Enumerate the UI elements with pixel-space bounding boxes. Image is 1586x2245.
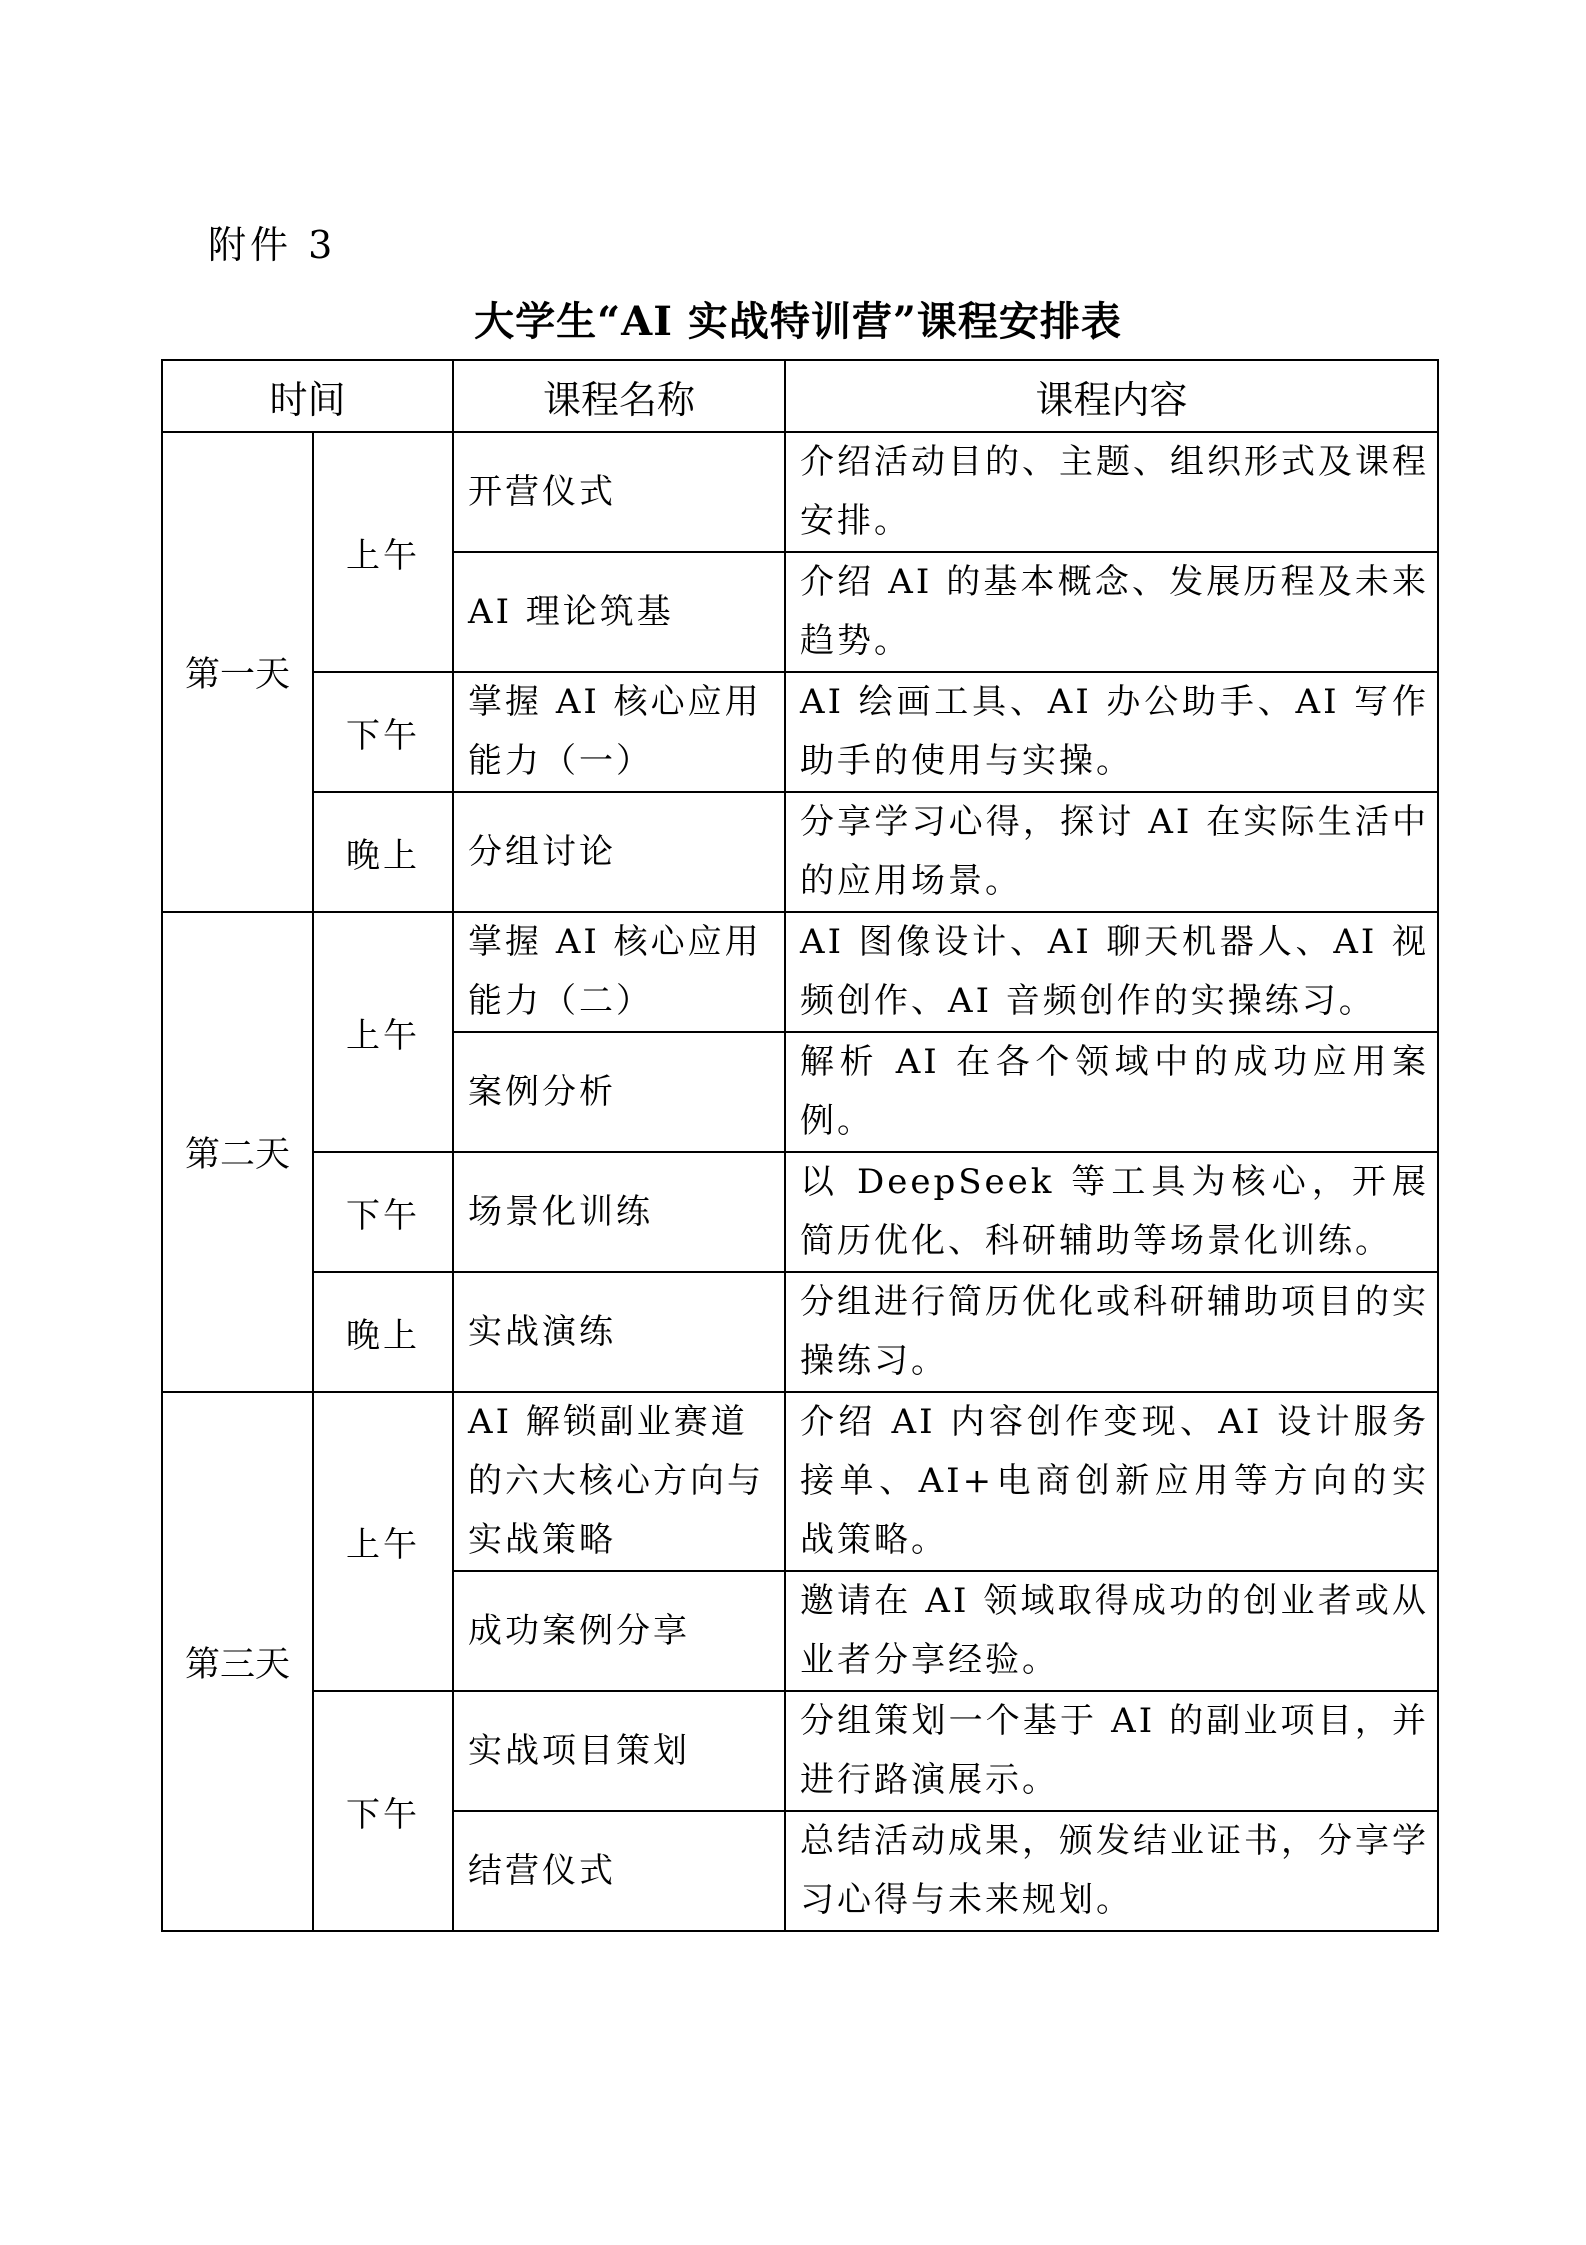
course-content-cell [785, 672, 1438, 792]
course-content-cell [785, 1152, 1438, 1272]
table-row [162, 792, 1438, 912]
course-name-cell [453, 1032, 785, 1152]
course-name: 开营仪式 [468, 471, 617, 512]
course-content-cell [785, 1272, 1438, 1392]
course-name-cell [453, 912, 785, 1032]
table-row [162, 912, 1438, 1032]
course-name: 实战项目策划 [468, 1730, 691, 1771]
period-label: 下午 [313, 1691, 453, 1931]
course-name: 掌握 AI 核心应用能力（二） [468, 922, 762, 1021]
course-content-cell [785, 792, 1438, 912]
course-content: 介绍 AI 的基本概念、发展历程及未来趋势。 [800, 562, 1430, 661]
course-content: 分组进行简历优化或科研辅助项目的实操练习。 [800, 1282, 1430, 1381]
course-name-cell [453, 552, 785, 672]
course-content: 分组策划一个基于 AI 的副业项目，并进行路演展示。 [800, 1701, 1430, 1800]
course-name-cell [453, 1152, 785, 1272]
header-row [162, 360, 1438, 432]
course-name: 场景化训练 [468, 1191, 654, 1232]
course-content: AI 绘画工具、AI 办公助手、AI 写作助手的使用与实操。 [800, 682, 1430, 781]
table-row [162, 1152, 1438, 1272]
course-content: AI 图像设计、AI 聊天机器人、AI 视频创作、AI 音频创作的实操练习。 [800, 922, 1430, 1021]
course-content-cell [785, 1571, 1438, 1691]
course-name-cell [453, 1272, 785, 1392]
course-content: 解析 AI 在各个领域中的成功应用案例。 [800, 1042, 1430, 1141]
course-name: 掌握 AI 核心应用能力（一） [468, 682, 762, 781]
course-name: 成功案例分享 [468, 1610, 691, 1651]
course-name: AI 解锁副业赛道的六大核心方向与实战策略 [468, 1402, 765, 1560]
period-label: 晚上 [313, 1272, 453, 1392]
schedule-table [161, 359, 1439, 1932]
course-content: 分享学习心得，探讨 AI 在实际生活中的应用场景。 [800, 802, 1430, 901]
period-label: 下午 [313, 1152, 453, 1272]
attachment-label: 附件 3 [208, 223, 337, 267]
course-name-cell [453, 1571, 785, 1691]
table-row [162, 1272, 1438, 1392]
course-name-cell [453, 1811, 785, 1931]
course-name-cell [453, 432, 785, 552]
course-name: 分组讨论 [468, 831, 617, 872]
course-content-cell [785, 1032, 1438, 1152]
table-row [162, 432, 1438, 552]
course-name: 实战演练 [468, 1311, 617, 1352]
period-label: 上午 [313, 1392, 453, 1691]
course-content-cell [785, 912, 1438, 1032]
course-name-cell [453, 1691, 785, 1811]
header-time: 时间 [162, 360, 453, 432]
course-name: 案例分析 [468, 1071, 617, 1112]
course-content-cell [785, 552, 1438, 672]
day-label: 第三天 [162, 1392, 313, 1931]
course-name-cell [453, 672, 785, 792]
period-label: 上午 [313, 912, 453, 1152]
course-content: 总结活动成果，颁发结业证书，分享学习心得与未来规划。 [800, 1821, 1430, 1920]
course-name-cell [453, 1392, 785, 1571]
course-name: AI 理论筑基 [468, 591, 674, 632]
course-name-cell [453, 792, 785, 912]
course-content-cell [785, 1811, 1438, 1931]
day-label: 第一天 [162, 432, 313, 912]
course-content-cell [785, 1691, 1438, 1811]
course-content-cell [785, 432, 1438, 552]
header-course-name: 课程名称 [453, 360, 785, 432]
table-row [162, 672, 1438, 792]
period-label: 上午 [313, 432, 453, 672]
document-title: 大学生“AI 实战特训营”课程安排表 [474, 298, 1122, 345]
period-label: 下午 [313, 672, 453, 792]
course-content: 介绍 AI 内容创作变现、AI 设计服务接单、AI+电商创新应用等方向的实战策略。 [800, 1402, 1430, 1560]
course-content: 以 DeepSeek 等工具为核心，开展简历优化、科研辅助等场景化训练。 [800, 1162, 1430, 1261]
day-label: 第二天 [162, 912, 313, 1392]
period-label: 晚上 [313, 792, 453, 912]
table-row [162, 1691, 1438, 1811]
course-content: 介绍活动目的、主题、组织形式及课程安排。 [800, 442, 1430, 541]
header-course-content: 课程内容 [785, 360, 1438, 432]
course-content-cell [785, 1392, 1438, 1571]
course-name: 结营仪式 [468, 1850, 617, 1891]
table-row [162, 1392, 1438, 1571]
course-content: 邀请在 AI 领域取得成功的创业者或从业者分享经验。 [800, 1581, 1430, 1680]
